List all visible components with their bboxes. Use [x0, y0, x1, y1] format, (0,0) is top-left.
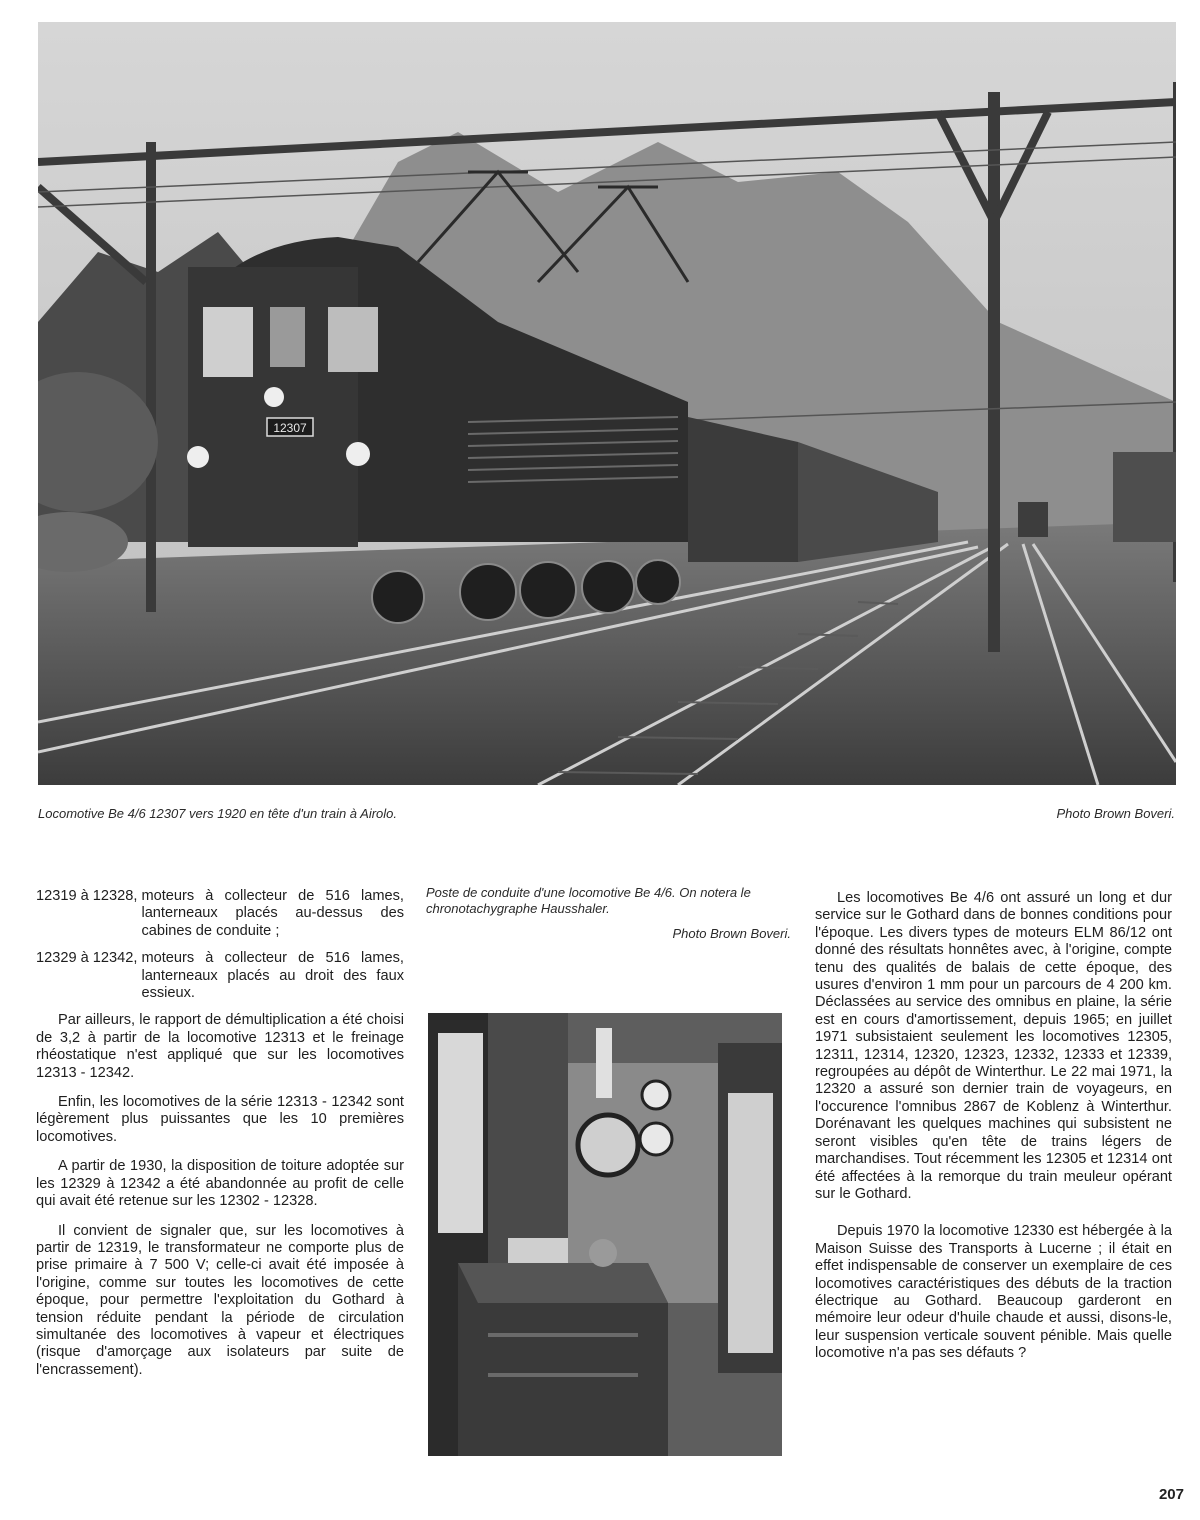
list-item: [36, 950, 404, 1002]
list-item-number: 12319 à 12328,: [36, 888, 138, 904]
locomotive-photo-credit: Photo Brown Boveri.: [1056, 806, 1175, 821]
driver-cab-illustration: [428, 1013, 782, 1456]
list-item-description: moteurs à collecteur de 516 lames, lanterneaux placés au droit des faux essieux.: [141, 950, 404, 1002]
paragraph: Depuis 1970 la locomotive 12330 est hébergée à la Maison Suisse des Transports à Lucerne ; il était en effet indispensable de conserver un exemplaire de ces locomotives caractéristiques des débuts de la traction électrique au Gothard. Beaucoup garderont en mémoire leur odeur d'huile chaude et aussi, disons-le, leur suspension verticale souvent pénible. Mais quelle locomotive n'a pas ses défauts ?: [815, 1223, 1172, 1362]
cab-photo-caption: Poste de conduite d'une locomotive Be 4/6. On notera le chronotachygraphe Hausshaler.: [426, 885, 751, 916]
locomotive-number-plate: 12307: [273, 421, 307, 435]
paragraph: Les locomotives Be 4/6 ont assuré un long et dur service sur le Gothard dans de bonnes conditions pour l'époque. Les divers types de moteurs ELM 86/12 ont donné des résultats honnêtes avec, à l'origine, compte tenu des qualités de balais de cette époque, des usures d'environ 1 mm pour un parcours de 4 200 km. Déclassées au service des omnibus en plaine, la série est en cours d'amortissement, depuis 1965; en juillet 1971 subsistaient seulement les locomotives 12305, 12311, 12314, 12320, 12323, 12332, 12333 et 12339, regroupées au dépôt de Winterthur. Le 22 mai 1971, la 12320 a assuré son dernier train de voyageurs, en l'occurence l'omnibus 2867 de Koblenz à Winterthur. Dorénavant les quelques machines qui subsistent ne seront visibles qu'en tête de trains légers de marchandises. Tout récemment les 12305 et 12314 ont été affectées à la remorque du train meuleur opérant sur le Gothard.: [815, 890, 1172, 1202]
paragraph: Enfin, les locomotives de la série 12313 - 12342 sont légèrement plus puissantes que les 10 premières locomotives.: [36, 1094, 404, 1145]
paragraph: Par ailleurs, le rapport de démultiplication a été choisi de 3,2 à partir de la locomotive 12313 et le freinage rhéostatique n'est appliqué que sur les locomotives 12313 - 12342.: [36, 1012, 404, 1081]
left-text-column: [36, 888, 404, 1391]
list-item-description: moteurs à collecteur de 516 lames, lanterneaux placés au-dessus des cabines de conduite ;: [141, 888, 404, 939]
locomotive-photo: [38, 22, 1176, 785]
cab-photo-caption-block: [426, 885, 791, 942]
right-text-column: [815, 890, 1172, 1375]
locomotive-photo-caption: Locomotive Be 4/6 12307 vers 1920 en tête d'un train à Airolo.: [38, 806, 398, 821]
locomotive-illustration: [38, 22, 1176, 785]
cab-photo-credit: Photo Brown Boveri.: [672, 926, 791, 941]
list-item-number: 12329 à 12342,: [36, 950, 138, 967]
paragraph: A partir de 1930, la disposition de toiture adoptée sur les 12329 à 12342 a été abandonnée au profit de celle qui avait été retenue sur les 12302 - 12328.: [36, 1158, 404, 1210]
paragraph: Il convient de signaler que, sur les locomotives à partir de 12319, le transformateur ne comporte plus de prise primaire à 7 500 V; celle-ci avait été imposée à l'origine, comme sur toutes les locomotives de cette époque, pour permettre l'exploitation du Gothard à tension réduite pendant la période de circulation simultanée des locomotives à vapeur et électriques (risque d'amorçage aux isolateurs par suite de l'encrassement).: [36, 1222, 404, 1378]
list-item: [36, 888, 404, 940]
page-number: 207: [1158, 1486, 1184, 1503]
driver-cab-photo: [428, 1013, 782, 1456]
